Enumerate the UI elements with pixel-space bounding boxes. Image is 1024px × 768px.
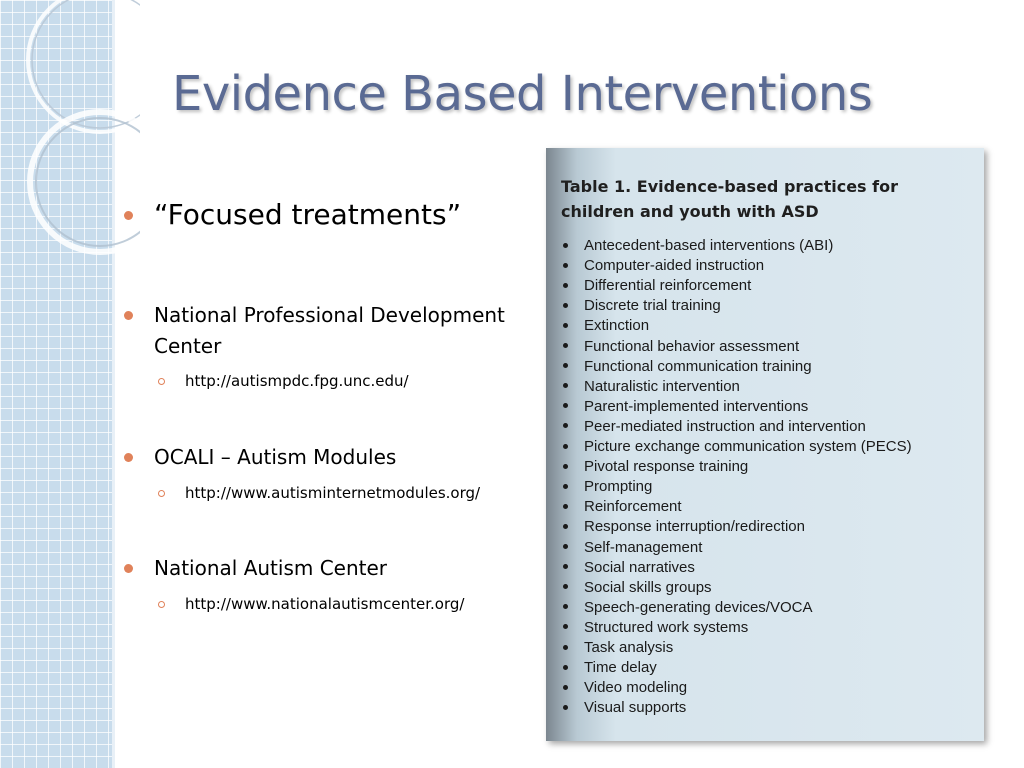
practice-label: Task analysis	[584, 639, 674, 656]
practice-label: Computer-aided instruction	[584, 257, 765, 275]
practice-bullet	[563, 323, 568, 328]
practice-label: Speech-generating devices/VOCA	[584, 598, 813, 616]
nac-link[interactable]: http://www.nationalautismcenter.org/	[185, 595, 465, 613]
bullet-nac	[124, 553, 387, 584]
practice-label: Parent-implemented interventions	[584, 397, 809, 415]
practice-label: Social skills groups	[584, 578, 712, 596]
practice-label: Peer-mediated instruction and intervention	[584, 417, 866, 435]
practice-item	[563, 498, 983, 516]
practice-bullet	[563, 403, 568, 408]
practice-label: Reinforcement	[584, 498, 682, 516]
table-title: Table 1. Evidence-based practices for children and youth with ASD	[561, 177, 898, 221]
practice-bullet	[563, 584, 568, 589]
practice-bullet	[563, 303, 568, 308]
practice-item	[563, 237, 983, 255]
bullet-marker	[124, 564, 133, 573]
practice-bullet	[563, 624, 568, 629]
practice-bullet	[563, 423, 568, 428]
bullet-marker	[124, 211, 133, 220]
bullet-npdc	[124, 300, 534, 362]
practice-item	[563, 639, 983, 657]
practice-bullet	[563, 343, 568, 348]
practice-bullet	[563, 263, 568, 268]
practice-label: Functional behavior assessment	[584, 337, 800, 355]
bullet-text: OCALI – Autism Modules	[154, 445, 397, 469]
decorative-circles	[0, 0, 140, 260]
practice-label: Naturalistic intervention	[584, 377, 740, 395]
practice-bullet	[563, 363, 568, 368]
practice-item	[563, 398, 983, 416]
practice-item	[563, 257, 983, 275]
practice-item	[563, 599, 983, 617]
practice-bullet	[563, 484, 568, 489]
practice-item	[563, 478, 983, 496]
practice-item	[563, 619, 983, 637]
practice-item	[563, 277, 983, 295]
practice-bullet	[563, 705, 568, 710]
practice-item	[563, 317, 983, 335]
bullet-marker	[124, 311, 133, 320]
practice-label: Pivotal response training	[584, 458, 749, 476]
practice-bullet	[563, 645, 568, 650]
bullet-focused-treatments	[124, 194, 461, 236]
practice-bullet	[563, 544, 568, 549]
practice-item	[563, 579, 983, 597]
practice-bullet	[563, 524, 568, 529]
practice-bullet	[563, 564, 568, 569]
practice-label: Prompting	[584, 478, 653, 496]
sub-bullet-marker	[158, 601, 165, 608]
bullet-text: National Professional Development Center	[154, 303, 505, 358]
practice-bullet	[563, 685, 568, 690]
practice-item	[563, 438, 983, 456]
bullet-ocali	[124, 442, 396, 473]
practice-item	[563, 378, 983, 396]
practice-bullet	[563, 243, 568, 248]
practice-item	[563, 458, 983, 476]
evidence-table-image	[546, 148, 984, 741]
practice-label: Extinction	[584, 317, 650, 335]
sub-bullet-marker	[158, 490, 165, 497]
practice-label: Self-management	[584, 538, 703, 556]
practice-item	[563, 559, 983, 577]
practice-item	[563, 539, 983, 557]
practice-label: Functional communication training	[584, 357, 812, 375]
sub-bullet-marker	[158, 378, 165, 385]
practice-bullet	[563, 665, 568, 670]
practice-label: Picture exchange communication system (PECS)	[584, 438, 912, 455]
practice-bullet	[563, 464, 568, 469]
ocali-link[interactable]: http://www.autisminternetmodules.org/	[185, 484, 481, 502]
bullet-text: “Focused treatments”	[154, 198, 462, 231]
practice-label: Video modeling	[584, 679, 688, 697]
npdc-link[interactable]: http://autismpdc.fpg.unc.edu/	[185, 372, 409, 390]
practice-bullet	[563, 383, 568, 388]
practice-bullet	[563, 604, 568, 609]
practice-label: Time delay	[584, 659, 657, 677]
practice-item	[563, 659, 983, 677]
sub-bullet-nac-link	[158, 595, 464, 613]
sub-bullet-ocali-link	[158, 484, 480, 502]
practice-item	[563, 297, 983, 315]
practice-label: Discrete trial training	[584, 297, 721, 315]
practice-item	[563, 358, 983, 376]
bullet-marker	[124, 453, 133, 462]
practice-item	[563, 699, 983, 717]
practice-item	[563, 418, 983, 436]
slide-title: Evidence Based Interventions	[172, 66, 873, 122]
practice-bullet	[563, 444, 568, 449]
practice-label: Differential reinforcement	[584, 277, 752, 295]
bullet-text: National Autism Center	[154, 556, 388, 580]
practice-item	[563, 518, 983, 536]
practice-label: Structured work systems	[584, 618, 749, 636]
sub-bullet-npdc-link	[158, 372, 409, 390]
practice-item	[563, 679, 983, 697]
practice-label: Social narratives	[584, 558, 695, 576]
practice-label: Visual supports	[584, 699, 687, 717]
practice-bullet	[563, 504, 568, 509]
practice-bullet	[563, 283, 568, 288]
practice-item	[563, 338, 983, 356]
practice-label: Response interruption/redirection	[584, 518, 805, 536]
practice-label: Antecedent-based interventions (ABI)	[584, 237, 834, 254]
